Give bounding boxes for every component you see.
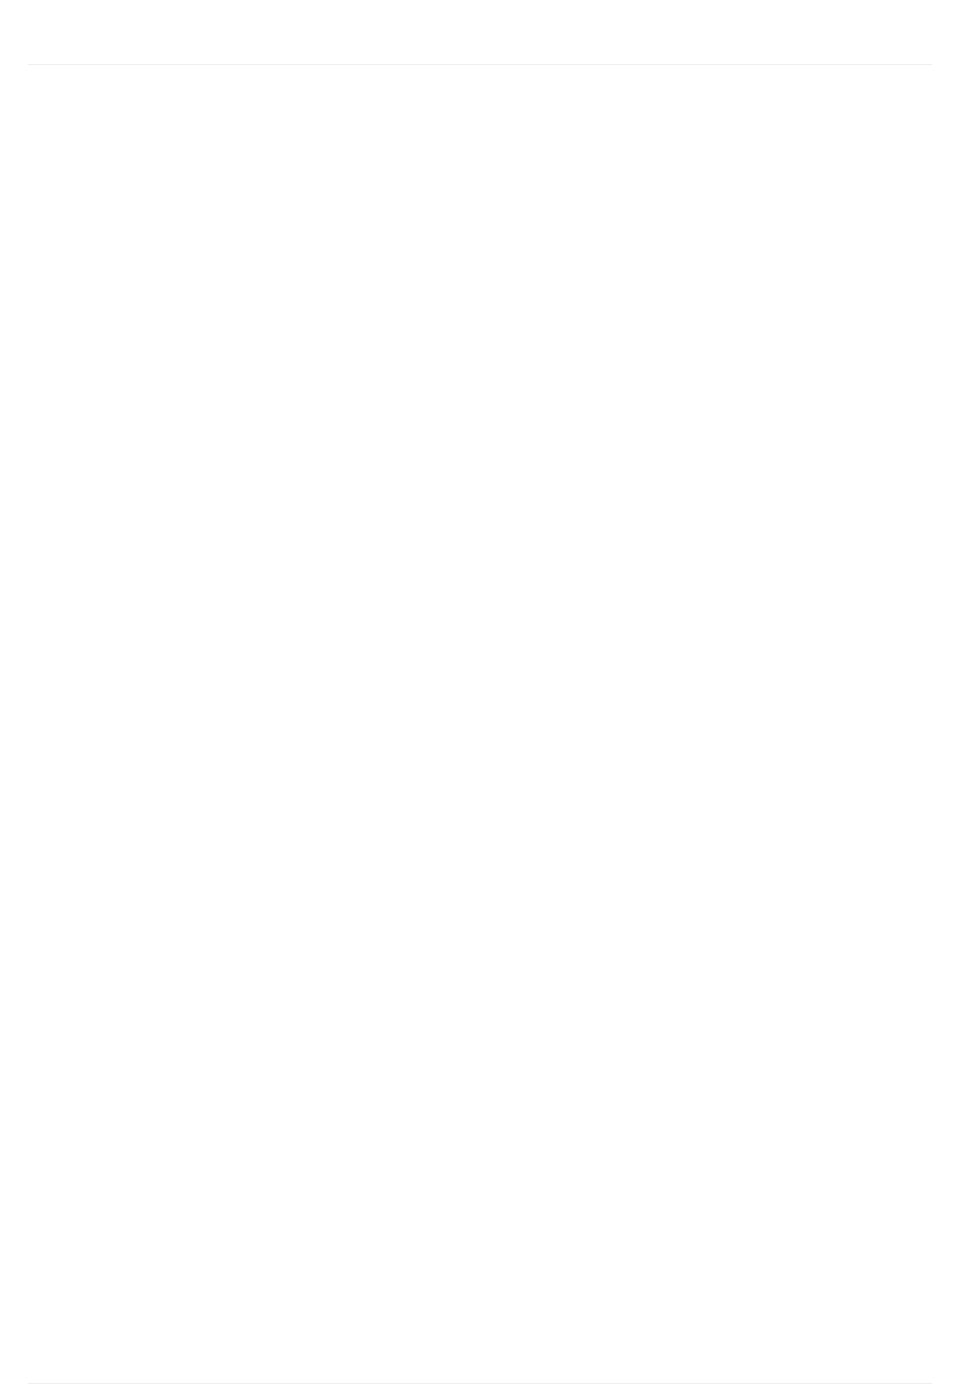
page-header: [28, 26, 932, 50]
content-area: [28, 64, 932, 1384]
